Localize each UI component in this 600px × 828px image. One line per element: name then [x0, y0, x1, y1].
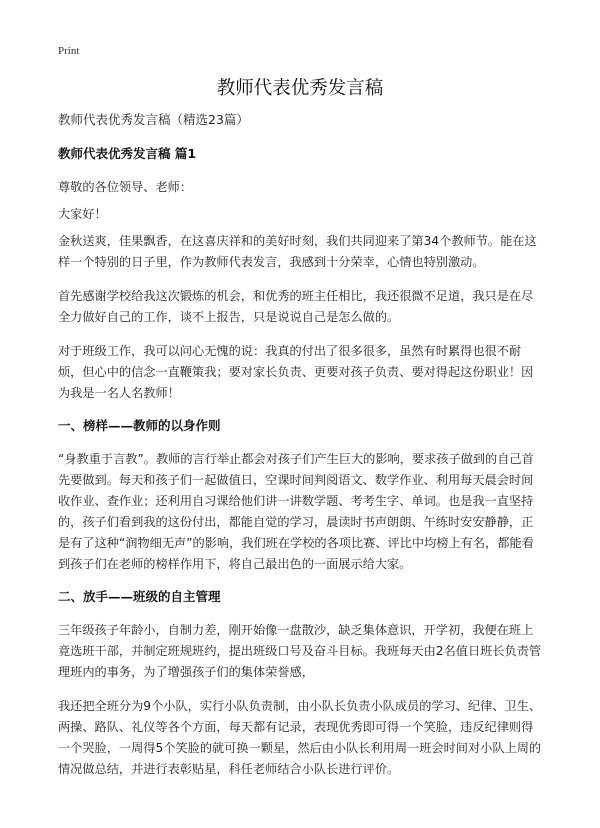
section-heading: 一、榜样——教师的以身作则 [58, 418, 221, 433]
body-paragraph: 对于班级工作，我可以问心无愧的说：我真的付出了很多很多，虽然有时累得也很不耐烦，但心中的信念一直鞭策我；要对家长负责、更要对孩子负责、要对得起这份职业！因为我是一名人名教师！ [58, 344, 534, 400]
section-heading: 二、放手——班级的自主管理 [58, 589, 221, 604]
print-link[interactable]: Print [58, 45, 80, 57]
body-paragraph: 三年级孩子年龄小，自制力差，刚开始像一盘散沙，缺乏集体意识，开学初，我便在班上竟选班干部，并制定班规班约，提出班级口号及奋斗目标。我班每天由2名值日班长负责管理班内的事务，为了增强孩子们的集体荣誉感， [58, 623, 542, 679]
body-paragraph: “身教重于言教”。教师的言行举止都会对孩子们产生巨大的影响，要求孩子做到的自己首先要做到。每天和孩子们一起做值日，空课时间判阅语文、数学作业、利用每天晨会时间收作业、查作业；还利用自习课给他们讲一讲数学题、考考生字、单词。也是我一直坚持的，孩子们看到我的这份付出，都能自觉的学习，晨读时书声朗朗、午练时安安静静，正是有了这种“润物细无声”的影响，我们班在学校的各项比赛、评比中均榜上有名，都能看到孩子们在老师的榜样作用下，将自己最出色的一面展示给大家。 [58, 452, 534, 571]
greeting-paragraph: 大家好！ [58, 207, 107, 221]
body-paragraph: 金秋送爽，佳果飘香，在这喜庆祥和的美好时刻，我们共同迎来了第34个教师节。能在这样一个特别的日子里，作为教师代表发言，我感到十分荣幸，心情也特别激动。 [58, 234, 537, 269]
document-subtitle: 教师代表优秀发言稿（精选23篇） [58, 112, 249, 127]
body-paragraph: 首先感谢学校给我这次锻炼的机会，和优秀的班主任相比，我还很微不足道，我只是在尽全力做好自己的工作，谈不上报告，只是说说自己是怎么做的。 [58, 289, 534, 324]
article-heading: 教师代表优秀发言稿 篇1 [58, 146, 197, 161]
body-paragraph: 我还把全班分为9个小队，实行小队负责制，由小队长负责小队成员的学习、纪律、卫生、两操、路队、礼仪等各个方面，每天都有记录，表现优秀即可得一个笑脸，违反纪律则得一个哭脸，一周得5个笑脸的就可换一颗星，然后由小队长利用周一班会时间对小队上周的情况做总结，并进行表彰贴星，科任老师结合小队长进行评价。 [58, 699, 542, 776]
page-title: 教师代表优秀发言稿 [216, 78, 384, 99]
salutation-paragraph: 尊敬的各位领导、老师： [58, 180, 193, 194]
